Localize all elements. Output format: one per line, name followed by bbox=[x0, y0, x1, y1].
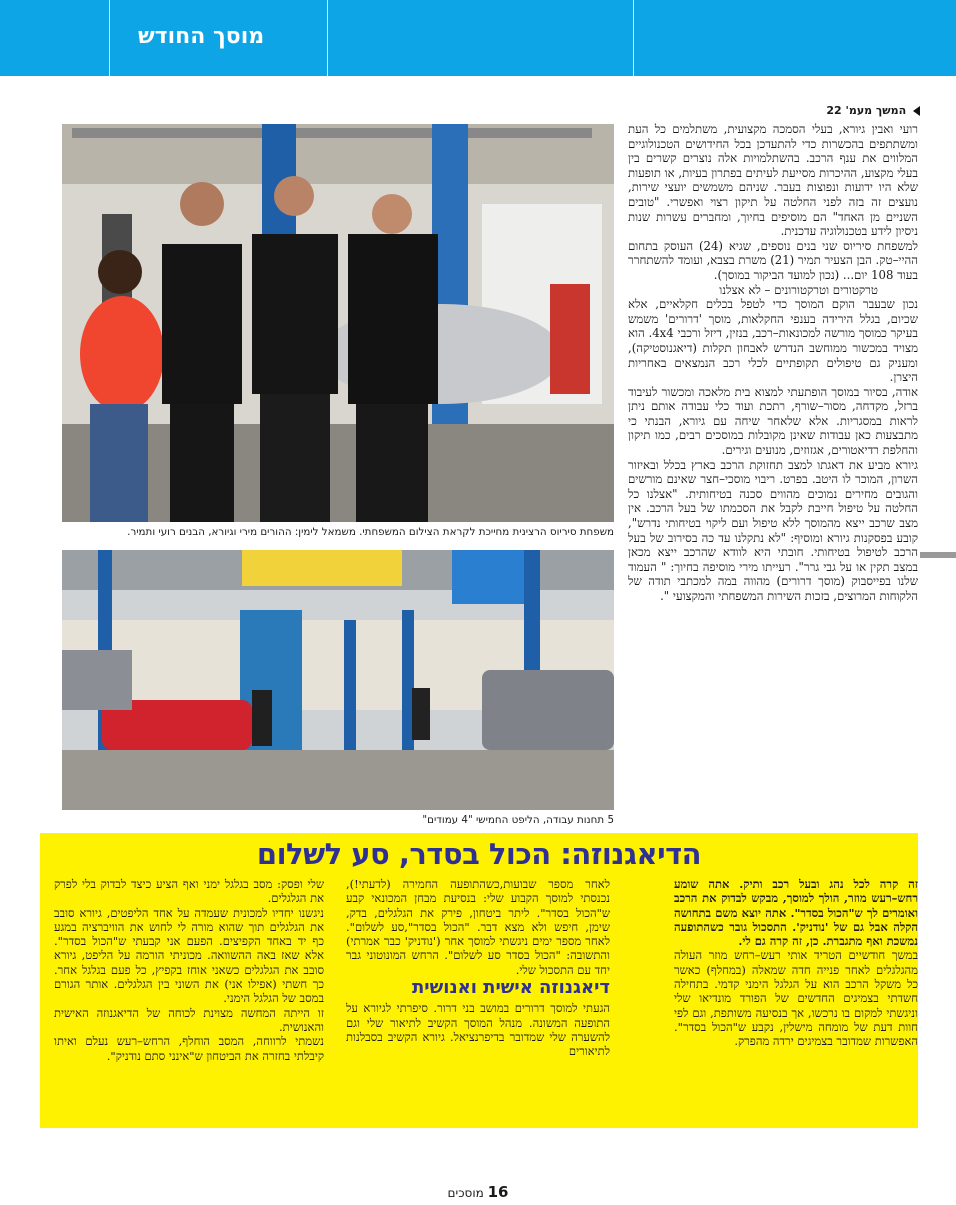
article-paragraph: נכון שבעבר הוקם המוסך כדי לטפל בכלים חקלאיים, אלא שכיום, בגלל הירידה בענפי החקלאות, מוסך 'דרורים' משמש בעיקר כמוסך מורשה למכונאות–רכב, בנזין, דיזל ורכבי 4x4. הוא מצויד במכשור ממוחשב הנדרש לאבחון תקלות (דיאגנוסטיקה), ומעניק גם טיפולים תקופתיים לכלי רכב הנמצאים באחריות היצרן. bbox=[628, 297, 918, 385]
family-photo bbox=[62, 124, 614, 522]
section-title: מוסך החודש bbox=[138, 24, 265, 49]
header-divider bbox=[327, 0, 328, 76]
box-paragraph: ניגשנו יחדיו למכונית שעמדה על אחד הליפטים, גיורא סובב את הגלגלים תוך שהוא מורה לי לחוש את הוויברציה במגע כף יד באחד הקפיצים. הפעם אני קבעתי ש"הכול בסדר". אלא שאז באה ההשוואה. מכוניתי הורמה על הליפט, גיורא סובב את הגלגלים כשאני אוחז בקפיץ, כל פעם בגלגל אחר. כך חשתי (אפילו אני) את השוני בין הגלגלים. אותר הגורם במסב של הגלגל הימני. bbox=[54, 905, 324, 1006]
box-lead: זה קרה לכל נהג ובעל רכב ותיק. אתה שומע רחש–רעש מוזר, הולך למוסך, מבקש לבדוק את הרכב ואומרים לך ש"הכול בסדר". אתה יוצא משם בתחושה הקלה אבל גם של 'נודניק'. התסכול גובר כשהתופעה נמשכת ואף מתגברת. כן, זה קרה גם לי. bbox=[674, 877, 918, 949]
box-column bbox=[674, 877, 918, 1125]
page-edge-tab bbox=[920, 552, 956, 558]
article-column bbox=[628, 122, 918, 832]
arrow-icon bbox=[913, 106, 920, 116]
continuation-label: המשך מעמ' 22 bbox=[826, 104, 907, 117]
article-paragraph: גיורא מביע את דאגתו למצב תחזוקת הרכב בארץ בכלל ובאיזור השרון, המוכר לו היטב. בפרט. ריבוי מוסכי–חצר שאינם מורשים והגובים מחירים נמוכים מהווים סכנה בטיחותית. "אצלנו כל החלטה על טיפול חייבת לקבל את הסכמתו של בעל הרכב. אין מצב שרכב ייצא מהמוסך ללא טיפול ועם ליקוי בטיחותי נדרש", קובע בפסקנות גיורא ומוסיף: "לא נתקלנו עד כה בסירוב של בעל הרכב לטיפול בטיחותי. חובתי היא לוודא שהרכב ייצא מכאן במצב תקין או על גבי גרר". רעייתו מירי מוסיפה בחיוך: " העמוד שלנו בפייסבוק (מוסך דרורים) מהווה במה למכתבי תודה של הלקוחות המרוצים, בזכות השירות המשפחתי והמקצועי ". bbox=[628, 457, 918, 603]
header-divider bbox=[109, 0, 110, 76]
photo-caption: משפחת סיריוס הרצינית מחייכת לקראת הצילום המשפחתי. משמאל לימין: ההורים מירי וגיורא, הבנים רועי ותמיר. bbox=[127, 526, 614, 538]
box-paragraph: נשמתי לרווחה, המסב הוחלף, הרחש–רעש נעלם ואיתו קיבלתי בחזרה את הביטחון ש"אינני סתם נודניק". bbox=[54, 1034, 324, 1063]
continuation-note bbox=[740, 104, 920, 117]
article-paragraph: למשפחת סיריוס שני בנים נוספים, שגיא (24) העוסק בתחום ההיי–טק. הבן הצעיר תמיר (21) משרת בצבא, ועומד להשתחרר בעוד 108 יום... (נכון למועד הביקור במוסך). bbox=[628, 238, 918, 282]
header-divider bbox=[633, 0, 634, 76]
magazine-name: מוסכים bbox=[447, 1186, 484, 1200]
page-footer bbox=[0, 1183, 956, 1201]
article-subheading: טרקטורים וטרקטורונים – לא אצלנו bbox=[719, 282, 878, 297]
article-paragraph: אודה, בסיור במוסך הופתעתי למצוא בית מלאכה ומכשור לעיבוד ברזל, מקדחה, מסור–שורף, רתכת ועוד כלי עבודה אותם ניתן לראות במסגריות. אלא שלאחר שיחה עם גיורא, הבנתי כי מתבצעות כאן עבודות שאינן מקובלות במוסכים רבים, כמו תיקון והחלפת רדיאטורים, אגזוזים, מנועים וגירים. bbox=[628, 384, 918, 458]
box-paragraph: הגעתי למוסך דרורים במושב בני דרור. סיפרתי לגיורא על התופעה המשונה. מנהל המוסך הקשיב לתיאור שלי וגם להשערה שלי שמדובר בדיפרנציאל. גיורא הקשיב בסבלנות לתיאורים bbox=[346, 1001, 610, 1059]
box-paragraph: לאחר מספר שבועות,כשהתופעה החמירה (לדעתי!), נכנסתי למוסך הקבוע שלי: בנסיעת מבחן המכונאי קבע ש"הכול בסדר". ליתר ביטחון, פירק את הגלגלים, בדק, שימן, חיפש ולא מצא דבר. "הכול בסדר",סע לשלום". לאחר מספר ימים ניגשתי למוסך אחר ('נודניק' כבר אמרתי) והתשובה: "הכול בסדר סע לשלום". הרחש המונוטוני גבר יחד עם התסכול שלי. bbox=[346, 877, 610, 977]
page-number: 16 bbox=[487, 1183, 509, 1201]
box-title: הדיאגנוזה: הכול בסדר, סע לשלום bbox=[256, 837, 702, 871]
workshop-photo bbox=[62, 550, 614, 810]
box-subtitle: דיאגנוזה אישית ואנושית bbox=[412, 977, 610, 999]
box-column bbox=[346, 877, 610, 1125]
box-paragraph: במשך חודשיים הטריד אותי רעש–רחש מוזר העולה מהגלגלים לאחר פנייה חדה שמאלה (במחלף) כאשר כל משקל הרכב הוא על הגלגל הימני קדמי. בתחילה חשדתי בצמיגים החדשים של הפורד מונדיאו שלי וניגשתי למקום בו נרכשו, אך בנסיעה משותפת, וגם לפי חוות דעת של מומחה מישלין, נקבע ש"הכול בסדר". האפשרות שמדובר בצמיגים ירדה מהפרק. bbox=[674, 948, 918, 1049]
box-paragraph: שלי ופסק: מסב בגלגל ימני ואף הציע כיצד לבדוק בלי לפרק את הגלגלים. bbox=[54, 877, 324, 906]
box-paragraph: זו הייתה המחשה מצוינת לכוחה של הדיאגנוזה האישית והאנושית. bbox=[54, 1005, 324, 1034]
box-column bbox=[54, 877, 324, 1125]
header-bar bbox=[0, 0, 956, 76]
article-paragraph: רועי ואבין גיורא, בעלי הסמכה מקצועית, משתלמים כל העת ומשתתפים בהכשרות כדי להתעדכן בכל החידושים הטכנולוגיים המלווים את ענף הרכב. בהשתלמויות אלה נוצרים קשרים בין בעלי מקצוע, ההיכרות מסייעת לעיתים בפתרון בעיות, או תופעות שלא היו ידועות ונפוצות בעבר. שניהם משמשים יועצי שירות, נועצים זה בזה לפני החלטה על תיקון רצוי ואפשרי. "טובים השניים מן האחד" הם מוסיפים בחיוך, ומחברים עשרות שנות ניסיון לידע בטכנולוגיה עדכנית. bbox=[628, 122, 918, 239]
photo-caption: 5 תחנות עבודה, הליפט החמישי "4 עמודים" bbox=[422, 814, 614, 826]
sidebar-box bbox=[40, 833, 918, 1128]
